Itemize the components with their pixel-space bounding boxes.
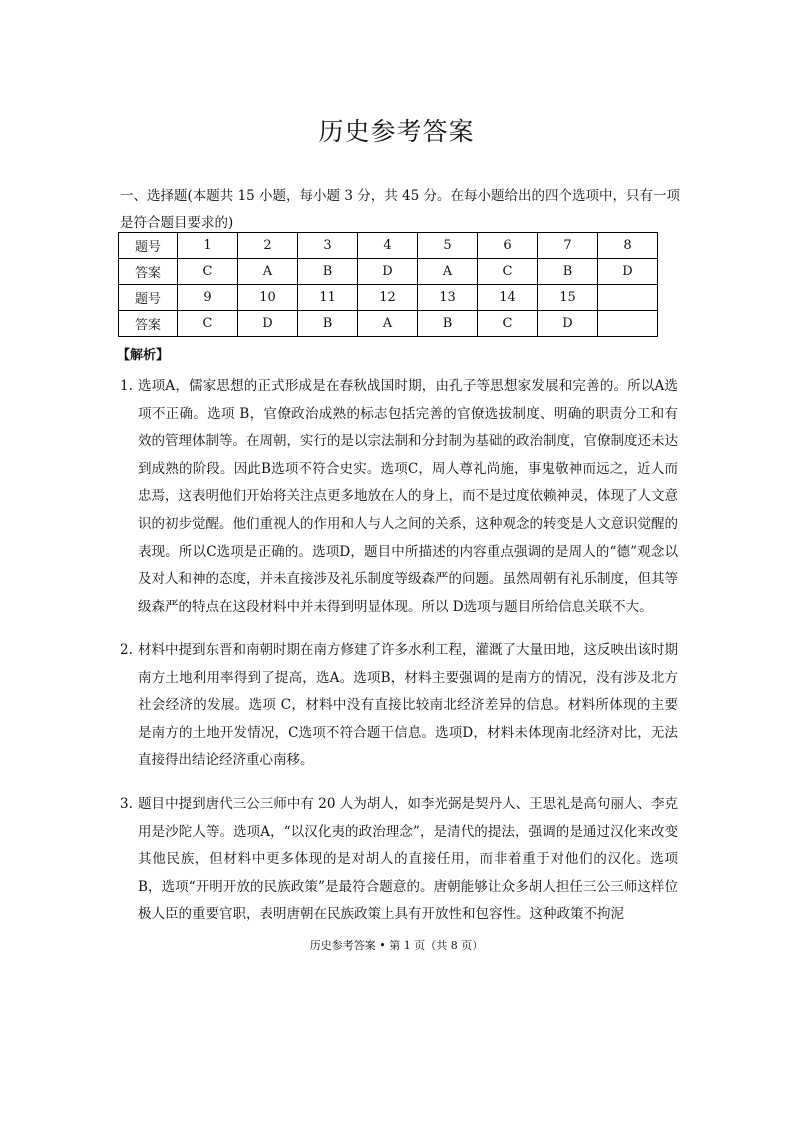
explanation-number: 2. xyxy=(120,642,133,658)
answer-cell: C xyxy=(478,311,538,337)
row-label: 答案 xyxy=(119,259,178,285)
answer-cell: 5 xyxy=(418,233,478,259)
answer-cell: C xyxy=(178,259,238,285)
answer-cell: D xyxy=(598,259,658,285)
answer-cell: 6 xyxy=(478,233,538,259)
answer-cell: 8 xyxy=(598,233,658,259)
answer-cell: 1 xyxy=(178,233,238,259)
answer-cell: D xyxy=(358,259,418,285)
answer-cell: 10 xyxy=(238,285,298,311)
explanation-item xyxy=(120,791,678,929)
answer-cell: D xyxy=(538,311,598,337)
section-intro: 一、选择题(本题共 15 小题，每小题 3 分，共 45 分。在每小题给出的四个选项中，只有一项是符合题目要求的) xyxy=(120,188,680,231)
answer-table-row xyxy=(119,259,658,285)
page-footer: 历史参考答案 • 第 1 页（共 8 页） xyxy=(309,939,484,952)
answer-cell: 11 xyxy=(298,285,358,311)
answer-cell: B xyxy=(418,311,478,337)
answer-cell xyxy=(598,311,658,337)
answer-table-row xyxy=(119,233,658,259)
explanation-text: 选项A，儒家思想的正式形成是在春秋战国时期，由孔子等思想家发展和完善的。所以A选项不正确。选项 B，官僚政治成熟的标志包括完善的官僚选拔制度、明确的职责分工和有效的管理体制等。在周朝，实行的是以宗法制和分封制为基础的政治制度，官僚制度还未达到成熟的阶段。因此B选项不符合史实。选项C，周人尊礼尚施，事鬼敬神而远之，近人而忠焉，这表明他们开始将关注点更多地放在人的身上，而不是过度依赖神灵，体现了人文意识的初步觉醒。他们重视人的作用和人与人之间的关系，这种观念的转变是人文意识觉醒的表现。所以C选项是正确的。选项D，题目中所描述的内容重点强调的是周人的“德”观念以及对人和神的态度，并未直接涉及礼乐制度等级森严的问题。虽然周朝有礼乐制度，但其等级森严的特点在这段材料中并未得到明显体现。所以 D选项与题目所给信息关联不大。 xyxy=(138,378,678,615)
answer-cell: 9 xyxy=(178,285,238,311)
answer-cell: D xyxy=(238,311,298,337)
answer-cell: B xyxy=(298,259,358,285)
explanation-number: 3. xyxy=(120,796,133,812)
page-title: 历史参考答案 xyxy=(318,117,475,146)
answer-table-row xyxy=(119,285,658,311)
explanation-text: 题目中提到唐代三公三师中有 20 人为胡人，如李光弼是契丹人、王思礼是高句丽人、李克用是沙陀人等。选项A，“以汉化夷的政治理念”，是清代的提法，强调的是通过汉化来改变其他民族，但材料中更多体现的是对胡人的直接任用，而非着重于对他们的汉化。选项 B，选项“开明开放的民族政策”是最符合题意的。唐朝能够让众多胡人担任三公三师这样位极人臣的重要官职，表明唐朝在民族政策上具有开放性和包容性。这种政策不拘泥 xyxy=(138,796,678,923)
row-label: 题号 xyxy=(119,233,178,259)
explanation-text: 材料中提到东晋和南朝时期在南方修建了许多水利工程，灌溉了大量田地，这反映出该时期南方土地利用率得到了提高，选A。选项B，材料主要强调的是南方的情况，没有涉及北方社会经济的发展。选项 C，材料中没有直接比较南北经济差异的信息。材料所体现的主要是南方的土地开发情况，C选项不符合题干信息。选项D，材料未体现南北经济对比，无法直接得出结论经济重心南移。 xyxy=(138,642,678,769)
answer-cell: 2 xyxy=(238,233,298,259)
answer-cell xyxy=(598,285,658,311)
answer-cell: B xyxy=(538,259,598,285)
answer-cell: 15 xyxy=(538,285,598,311)
row-label: 答案 xyxy=(119,311,178,337)
explanation-number: 1. xyxy=(120,378,133,394)
analysis-heading: 【解析】 xyxy=(117,348,170,363)
answer-cell: 12 xyxy=(358,285,418,311)
answer-table xyxy=(118,232,658,337)
answer-cell: 4 xyxy=(358,233,418,259)
answer-cell: C xyxy=(478,259,538,285)
row-label: 题号 xyxy=(119,285,178,311)
answer-cell: 7 xyxy=(538,233,598,259)
explanation-item xyxy=(120,637,678,775)
answer-cell: C xyxy=(178,311,238,337)
answer-cell: A xyxy=(418,259,478,285)
explanation-item xyxy=(120,373,678,621)
answer-cell: 3 xyxy=(298,233,358,259)
answer-table-row xyxy=(119,311,658,337)
answer-cell: B xyxy=(298,311,358,337)
answer-cell: 14 xyxy=(478,285,538,311)
answer-cell: A xyxy=(238,259,298,285)
answer-cell: 13 xyxy=(418,285,478,311)
answer-cell: A xyxy=(358,311,418,337)
